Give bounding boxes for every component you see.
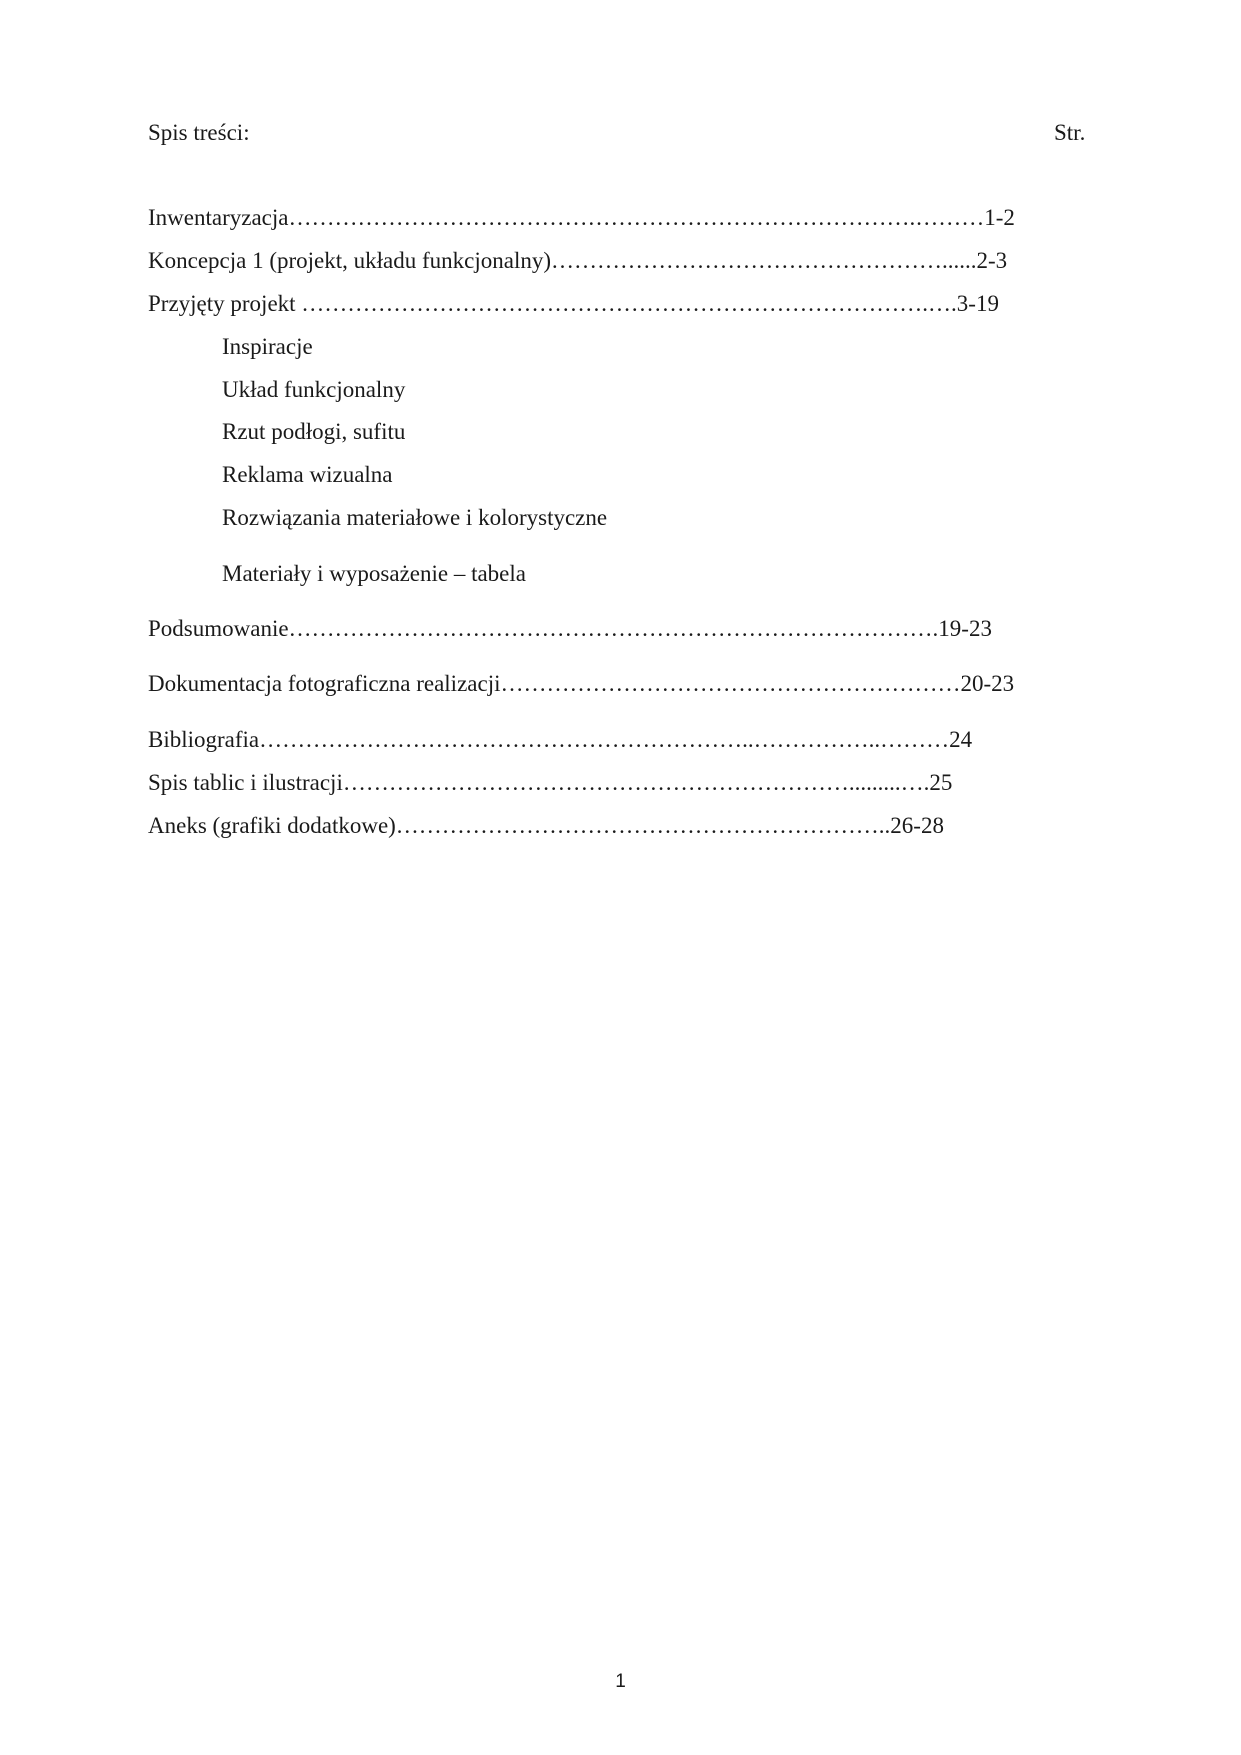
toc-entry-bibliografia: Bibliografia………………………………………………………..……………..………24 <box>148 727 973 752</box>
toc-entry-spis-tablic: Spis tablic i ilustracji………………………………………………………….........….25 <box>148 770 953 795</box>
toc-entry-inwentaryzacja: Inwentaryzacja……………………………………………………………………….………1-2 <box>148 205 1015 230</box>
toc-subentry-rozwiazania: Rozwiązania materiałowe i kolorystyczne <box>222 505 608 530</box>
toc-entry-aneks: Aneks (grafiki dodatkowe)………………………………………………………..26-28 <box>148 813 944 838</box>
toc-subentry-inspiracje: Inspiracje <box>222 334 313 359</box>
toc-entry-dokumentacja: Dokumentacja fotograficzna realizacji……………………………………………………20-23 <box>148 671 1015 696</box>
page-column-label: Str. <box>1054 120 1086 145</box>
toc-entry-podsumowanie: Podsumowanie………………………………………………………………………….19-23 <box>148 616 992 641</box>
toc-entry-koncepcja: Koncepcja 1 (projekt, układu funkcjonalny)……………………………………………......2-3 <box>148 248 1008 273</box>
toc-entry-przyjety-projekt: Przyjęty projekt ……………………………………………………………………….….3-19 <box>148 291 999 316</box>
page-number: 1 <box>615 1671 626 1692</box>
toc-subentry-rzut: Rzut podłogi, sufitu <box>222 419 406 444</box>
toc-subentry-uklad-funkcjonalny: Układ funkcjonalny <box>222 377 406 402</box>
toc-subentry-materialy: Materiały i wyposażenie – tabela <box>222 561 526 586</box>
toc-subentry-reklama: Reklama wizualna <box>222 462 393 487</box>
toc-heading: Spis treści: <box>148 120 250 145</box>
